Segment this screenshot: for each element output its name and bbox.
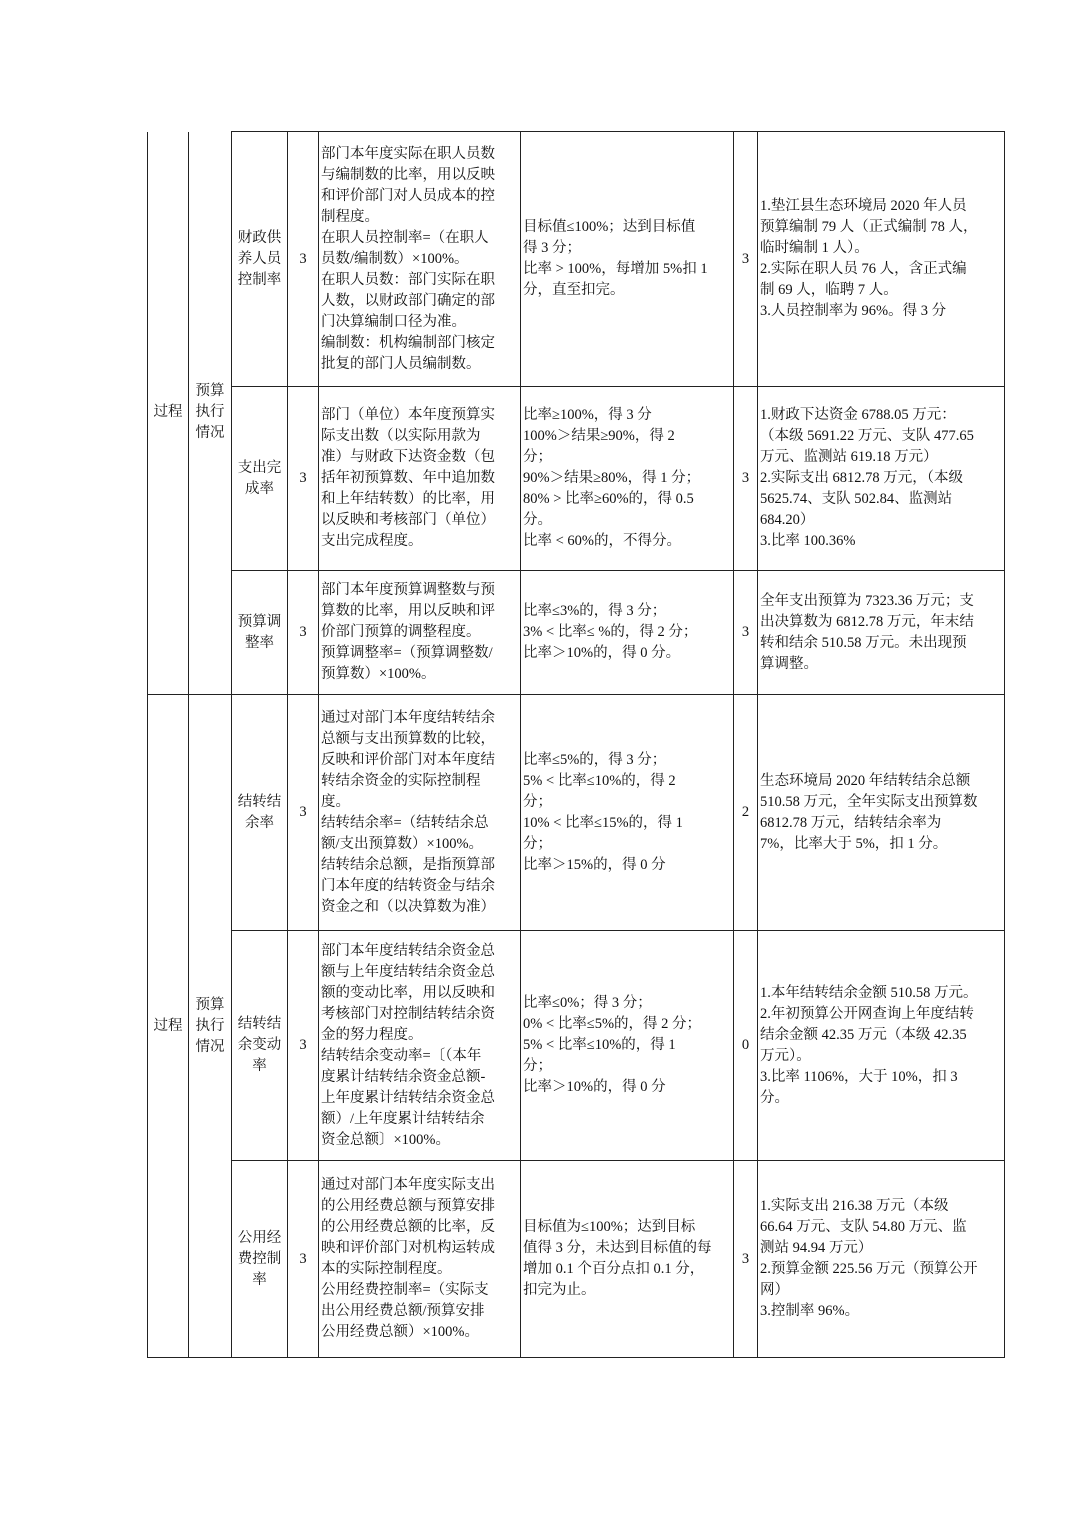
score-cell: 3 — [734, 1161, 758, 1358]
weight-cell: 3 — [288, 1161, 319, 1358]
definition-cell: 部门本年度结转结余资金总 额与上年度结转结余资金总 额的变动比率，用以反映和 考核部门对控制结转结余资 金的努力程度。 结转结余变动率=〔（本年 度累计结转结余资金总额- 上年度累计结转结余资金总 额）/上年度累计结转结余 资金总额〕×100%。 — [319, 931, 521, 1161]
score-cell: 3 — [734, 132, 758, 387]
weight-cell: 3 — [288, 132, 319, 387]
definition-cell: 部门（单位）本年度预算实 际支出数（以实际用款为 准）与财政下达资金数（包 括年初预算数、年中追加数 和上年结转数）的比率，用 以反映和考核部门（单位） 支出完成程度。 — [319, 387, 521, 571]
stage-cell: 过程 — [148, 695, 189, 1358]
notes-cell: 1.本年结转结余金额 510.58 万元。 2.年初预算公开网查询上年度结转 结余金额 42.35 万元（本级 42.35 万元）。 3.比率 1106%，大于 10%，扣 3 分。 — [758, 931, 1005, 1161]
criteria-cell: 比率≤3%的，得 3 分； 3% < 比率≤ %的，得 2 分； 比率＞10%的，得 0 分。 — [521, 571, 734, 695]
table-row — [148, 387, 1005, 571]
criteria-cell: 比率≤5%的，得 3 分； 5% < 比率≤10%的，得 2 分； 10% < 比率≤15%的，得 1 分； 比率＞15%的，得 0 分 — [521, 695, 734, 931]
score-cell: 2 — [734, 695, 758, 931]
stage-cell: 过程 — [148, 132, 189, 695]
indicator-cell: 结转结 余变动 率 — [232, 931, 288, 1161]
score-cell: 0 — [734, 931, 758, 1161]
indicator-cell: 结转结 余率 — [232, 695, 288, 931]
definition-cell: 部门本年度预算调整数与预 算数的比率，用以反映和评 价部门预算的调整程度。 预算调整率=（预算调整数/ 预算数）×100%。 — [319, 571, 521, 695]
criteria-cell: 目标值为≤100%；达到目标 值得 3 分，未达到目标值的每 增加 0.1 个百分点扣 0.1 分， 扣完为止。 — [521, 1161, 734, 1358]
notes-cell: 1.垫江县生态环境局 2020 年人员 预算编制 79 人（正式编制 78 人， 临时编制 1 人）。 2.实际在职人员 76 人，含正式编 制 69 人，临聘 7 人。 3.人员控制率为 96%。得 3 分 — [758, 132, 1005, 387]
notes-cell: 1.财政下达资金 6788.05 万元： （本级 5691.22 万元、支队 477.65 万元、监测站 619.18 万元） 2.实际支出 6812.78 万元，（本级 5625.74、支队 502.84、监测站 684.20） 3.比率 100.36% — [758, 387, 1005, 571]
score-cell: 3 — [734, 387, 758, 571]
weight-cell: 3 — [288, 571, 319, 695]
criteria-cell: 目标值≤100%；达到目标值 得 3 分； 比率 > 100%，每增加 5%扣 1 分，直至扣完。 — [521, 132, 734, 387]
indicator-cell: 公用经 费控制 率 — [232, 1161, 288, 1358]
indicator-cell: 预算调 整率 — [232, 571, 288, 695]
notes-cell: 全年支出预算为 7323.36 万元；支 出决算数为 6812.78 万元，年末结 转和结余 510.58 万元。未出现预 算调整。 — [758, 571, 1005, 695]
weight-cell: 3 — [288, 931, 319, 1161]
weight-cell: 3 — [288, 695, 319, 931]
performance-evaluation-table — [147, 131, 1005, 1358]
group-cell: 预算 执行 情况 — [189, 695, 232, 1358]
table-row — [148, 571, 1005, 695]
notes-cell: 1.实际支出 216.38 万元（本级 66.64 万元、支队 54.80 万元、监 测站 94.94 万元） 2.预算金额 225.56 万元（预算公开 网） 3.控制率 96%。 — [758, 1161, 1005, 1358]
table-row — [148, 1161, 1005, 1358]
definition-cell: 通过对部门本年度实际支出 的公用经费总额与预算安排 的公用经费总额的比率，反 映和评价部门对机构运转成 本的实际控制程度。 公用经费控制率=（实际支 出公用经费总额/预算安排 公用经费总额）×100%。 — [319, 1161, 521, 1358]
notes-cell: 生态环境局 2020 年结转结余总额 510.58 万元，全年实际支出预算数 6812.78 万元，结转结余率为 7%，比率大于 5%，扣 1 分。 — [758, 695, 1005, 931]
group-cell: 预算 执行 情况 — [189, 132, 232, 695]
indicator-cell: 支出完 成率 — [232, 387, 288, 571]
score-cell: 3 — [734, 571, 758, 695]
definition-cell: 部门本年度实际在职人员数 与编制数的比率，用以反映 和评价部门对人员成本的控 制程度。 在职人员控制率=（在职人 员数/编制数）×100%。 在职人员数：部门实际在职 人数，以财政部门确定的部 门决算编制口径为准。 编制数：机构编制部门核定 批复的部门人员编制数。 — [319, 132, 521, 387]
weight-cell: 3 — [288, 387, 319, 571]
criteria-cell: 比率≥100%，得 3 分 100%＞结果≥90%，得 2 分； 90%＞结果≥80%，得 1 分； 80% > 比率≥60%的，得 0.5 分。 比率 < 60%的，不得分。 — [521, 387, 734, 571]
table-row — [148, 132, 1005, 387]
definition-cell: 通过对部门本年度结转结余 总额与支出预算数的比较， 反映和评价部门对本年度结 转结余资金的实际控制程 度。 结转结余率=（结转结余总 额/支出预算数）×100%。 结转结余总额，是指预算部 门本年度的结转资金与结余 资金之和（以决算数为准） — [319, 695, 521, 931]
table-row — [148, 695, 1005, 931]
criteria-cell: 比率≤0%；得 3 分； 0% < 比率≤5%的，得 2 分； 5% < 比率≤10%的，得 1 分； 比率＞10%的，得 0 分 — [521, 931, 734, 1161]
indicator-cell: 财政供 养人员 控制率 — [232, 132, 288, 387]
table-row — [148, 931, 1005, 1161]
